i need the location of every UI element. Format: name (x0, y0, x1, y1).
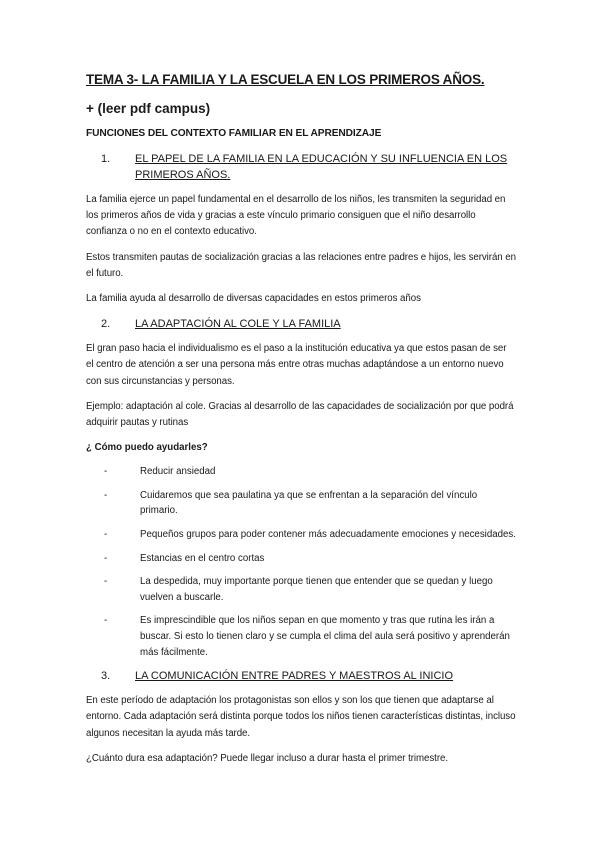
dash-bullet: - (104, 576, 108, 588)
list-item-text: Estancias en el centro cortas (140, 552, 265, 564)
heading-text: LA COMUNICACIÓN ENTRE PADRES Y MAESTROS AL INICIO (135, 670, 454, 683)
paragraph: ¿Cuánto dura esa adaptación? Puede llegar incluso a durar hasta el primer trimestre. (86, 752, 448, 764)
document-subtitle: + (leer pdf campus) (86, 101, 211, 116)
list-item-text: Es imprescindible que los niños sepan en que momento y tras que rutina les irán a buscar. Si esto lo tienen claro y se cumpla el clima del aula será positivo y aprenderán más fácilmente. (140, 615, 510, 658)
dash-bullet: - (104, 529, 108, 541)
list-item (86, 574, 516, 605)
list-item-text: Cuidaremos que sea paulatina ya que se enfrentan a la separación del vínculo primario. (140, 489, 478, 517)
paragraph: La familia ayuda al desarrollo de diversas capacidades en estos primeros años (86, 293, 421, 305)
document-title: TEMA 3- LA FAMILIA Y LA ESCUELA EN LOS PRIMEROS AÑOS. (86, 72, 485, 87)
dash-bullet: - (104, 466, 108, 478)
heading-number: 3. (101, 670, 111, 683)
heading-number: 2. (101, 318, 111, 331)
list-item (86, 551, 516, 567)
list-item-text: La despedida, muy importante porque tienen que entender que se quedan y luego vuelven a buscarle. (140, 576, 493, 603)
dash-bullet: - (104, 552, 108, 564)
bullet-list (86, 464, 516, 660)
numbered-heading-3 (86, 668, 516, 684)
question-heading: ¿ Cómo puedo ayudarles? (86, 442, 208, 454)
list-item-text: Reducir ansiedad (140, 466, 216, 478)
paragraph: La familia ejerce un papel fundamental en el desarrollo de los niños, les transmiten la seguridad en los primeros años de vida y gracias a este vínculo primario consiguen que el niño desarrollo confianza o no en el contexto educativo. (86, 194, 506, 238)
list-item (86, 527, 516, 543)
section-heading: FUNCIONES DEL CONTEXTO FAMILIAR EN EL APRENDIZAJE (86, 128, 382, 139)
paragraph: Estos transmiten pautas de socialización gracias a las relaciones entre padres e hijos, les servirán en el futuro. (86, 251, 516, 279)
list-item (86, 488, 516, 519)
dash-bullet: - (104, 489, 108, 501)
numbered-heading-1 (86, 151, 516, 183)
paragraph: El gran paso hacia el individualismo es el paso a la institución educativa ya que estos pasan de ser el centro de atención a ser una persona más entre otras muchas adaptándose a un entorno nuevo con sus circunstancias y personas. (86, 343, 507, 387)
list-item (86, 464, 516, 480)
numbered-heading-2 (86, 316, 516, 332)
document-page (86, 72, 516, 776)
heading-number: 1. (101, 153, 111, 165)
dash-bullet: - (104, 615, 108, 627)
paragraph: Ejemplo: adaptación al cole. Gracias al desarrollo de las capacidades de socialización por que podrá adquirir pautas y rutinas (86, 400, 514, 429)
list-item (86, 613, 516, 660)
list-item-text: Pequeños grupos para poder contener más adecuadamente emociones y necesidades. (140, 529, 516, 541)
heading-text: EL PAPEL DE LA FAMILIA EN LA EDUCACIÓN Y SU INFLUENCIA EN LOS PRIMEROS AÑOS. (135, 153, 508, 181)
heading-text: LA ADAPTACIÓN AL COLE Y LA FAMILIA (135, 318, 341, 331)
paragraph: En este período de adaptación los protagonistas son ellos y son los que tienen que adaptarse al entorno. Cada adaptación será distinta porque todos los niños tienen características distintas, incluso algunos necesitan la ayuda más tarde. (86, 695, 516, 739)
